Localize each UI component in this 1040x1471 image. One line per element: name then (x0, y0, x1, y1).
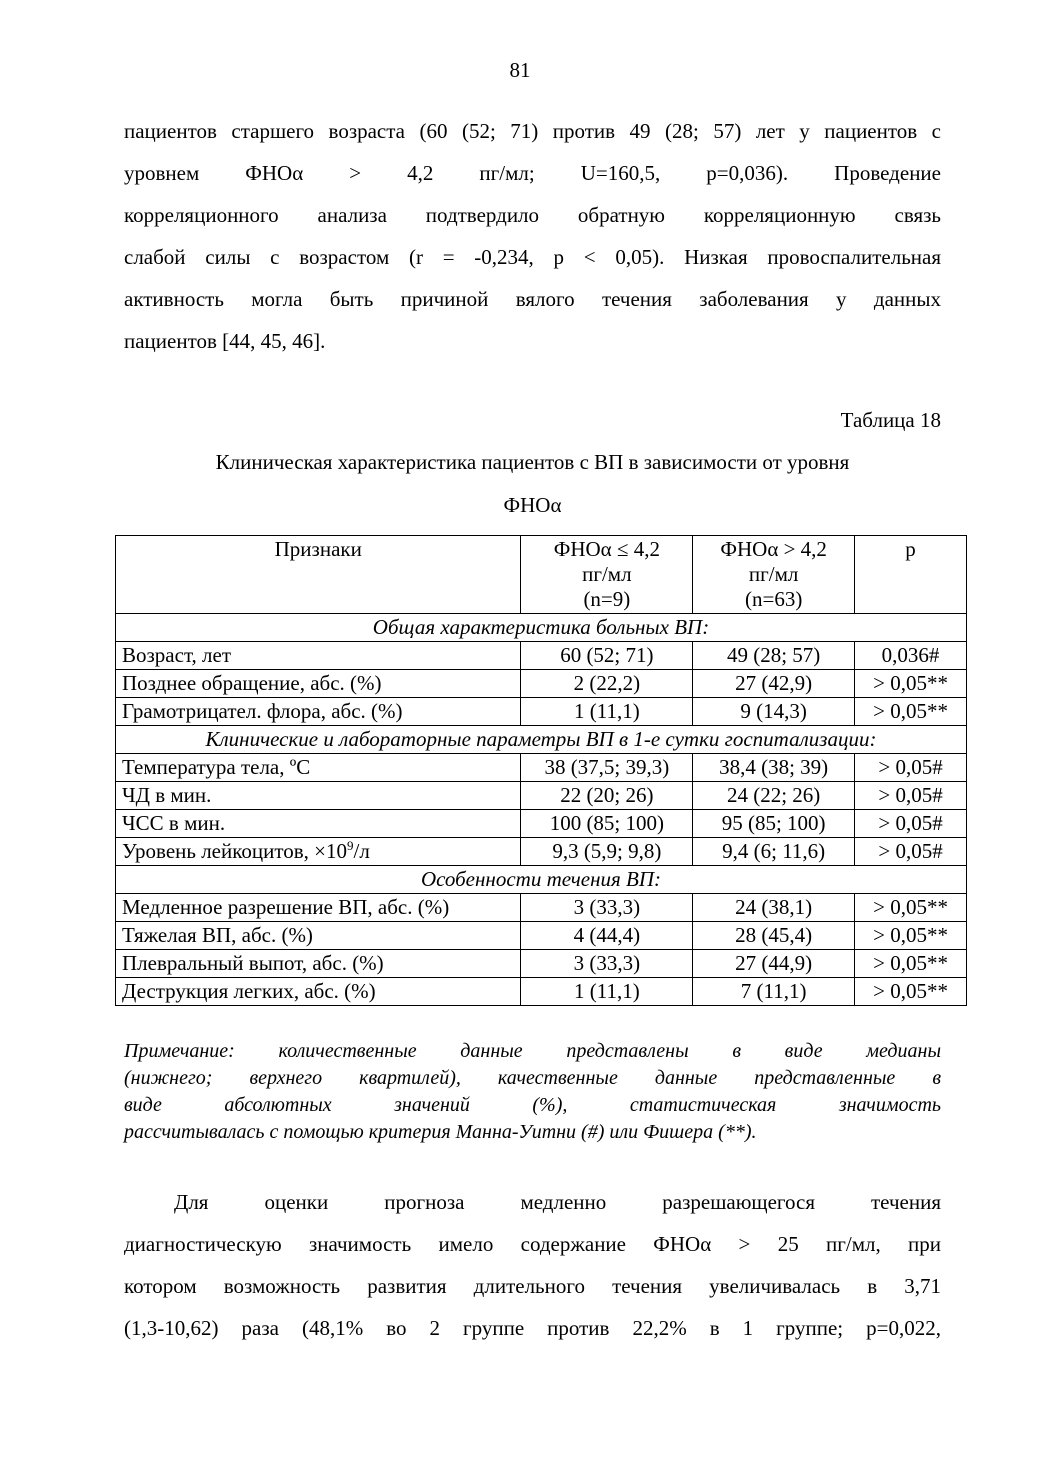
note-line: Примечание: количественные данные представлены в виде медианы (124, 1040, 941, 1062)
cell-group-high: 27 (42,9) (693, 670, 855, 698)
section-row (116, 726, 967, 754)
outro-paragraph (124, 1181, 941, 1349)
header-group-low: ФНОα ≤ 4,2 пг/мл (n=9) (521, 536, 693, 614)
row-label: ЧСС в мин. (116, 810, 521, 838)
table-row (116, 754, 967, 782)
table-row (116, 894, 967, 922)
row-label: ЧД в мин. (116, 782, 521, 810)
section-row (116, 614, 967, 642)
row-label: Уровень лейкоцитов, $\times 10^9/л$ (116, 838, 521, 866)
section-title: Особенности течения ВП: (116, 866, 967, 894)
section-title: Общая характеристика больных ВП: (116, 614, 967, 642)
row-label: Возраст, лет (116, 642, 521, 670)
table-row (116, 950, 967, 978)
text-line: слабой силы с возрастом (r = -0,234, p < 0,05). Низкая провоспалительная (124, 245, 941, 269)
table-row (116, 698, 967, 726)
table-row (116, 838, 967, 866)
text-line: корреляционного анализа подтвердило обратную корреляционную связь (124, 203, 941, 227)
cell-group-high: 28 (45,4) (693, 922, 855, 950)
cell-group-low: 3 (33,3) (521, 950, 693, 978)
note-line: (нижнего; верхнего квартилей), качественные данные представленные в (124, 1067, 941, 1089)
cell-p-value: 0,036# (855, 642, 967, 670)
row-label: Плевральный выпот, абс. (%) (116, 950, 521, 978)
table-row (116, 922, 967, 950)
cell-group-high: 27 (44,9) (693, 950, 855, 978)
cell-p-value: > 0,05# (855, 782, 967, 810)
cell-group-low: 4 (44,4) (521, 922, 693, 950)
row-label: Позднее обращение, абс. (%) (116, 670, 521, 698)
cell-group-low: 38 (37,5; 39,3) (521, 754, 693, 782)
header-group-high: ФНОα > 4,2 пг/мл (n=63) (693, 536, 855, 614)
row-label: Грамотрицател. флора, абс. (%) (116, 698, 521, 726)
table-row (116, 782, 967, 810)
cell-group-low: 22 (20; 26) (521, 782, 693, 810)
section-row (116, 866, 967, 894)
text-line: диагностическую значимость имело содержание ФНОα > 25 пг/мл, при (124, 1232, 941, 1256)
cell-p-value: > 0,05** (855, 894, 967, 922)
intro-paragraph (124, 110, 941, 362)
clinical-characteristics-table (115, 535, 967, 1006)
cell-group-high: 49 (28; 57) (693, 642, 855, 670)
cell-group-high: 9 (14,3) (693, 698, 855, 726)
table-row (116, 978, 967, 1006)
header-p: p (855, 536, 967, 614)
table-header-row (116, 536, 967, 614)
table-row (116, 670, 967, 698)
table-row (116, 642, 967, 670)
cell-group-low: 60 (52; 71) (521, 642, 693, 670)
cell-p-value: > 0,05** (855, 950, 967, 978)
text-line: пациентов [44, 45, 46]. (124, 329, 326, 353)
row-label: Деструкция легких, абс. (%) (116, 978, 521, 1006)
table-row (116, 810, 967, 838)
cell-p-value: > 0,05# (855, 810, 967, 838)
table-title-continued: ФНОα (503, 493, 562, 517)
cell-group-low: 2 (22,2) (521, 670, 693, 698)
cell-group-low: 1 (11,1) (521, 698, 693, 726)
row-label: Температура тела, ºС (116, 754, 521, 782)
table-label: Таблица 18 (840, 408, 941, 432)
cell-group-high: 95 (85; 100) (693, 810, 855, 838)
text-line: уровнем ФНОα > 4,2 пг/мл; U=160,5, p=0,036). Проведение (124, 161, 941, 185)
text-line: активность могла быть причиной вялого течения заболевания у данных (124, 287, 941, 311)
cell-group-low: 3 (33,3) (521, 894, 693, 922)
text-line: (1,3-10,62) раза (48,1% во 2 группе против 22,2% в 1 группе; p=0,022, (124, 1316, 941, 1340)
section-title: Клинические и лабораторные параметры ВП в 1-е сутки госпитализации: (116, 726, 967, 754)
cell-group-high: 24 (22; 26) (693, 782, 855, 810)
note-line: рассчитывалась с помощью критерия Манна-Уитни (#) или Фишера (**). (124, 1121, 757, 1143)
cell-group-low: 1 (11,1) (521, 978, 693, 1006)
cell-p-value: > 0,05** (855, 978, 967, 1006)
text-line: пациентов старшего возраста (60 (52; 71) против 49 (28; 57) лет у пациентов с (124, 119, 941, 143)
cell-group-high: 24 (38,1) (693, 894, 855, 922)
cell-group-high: 38,4 (38; 39) (693, 754, 855, 782)
cell-group-low: 100 (85; 100) (521, 810, 693, 838)
row-label: Медленное разрешение ВП, абс. (%) (116, 894, 521, 922)
cell-p-value: > 0,05** (855, 922, 967, 950)
text-line: котором возможность развития длительного течения увеличивалась в 3,71 (124, 1274, 941, 1298)
page-number: 81 (509, 58, 531, 82)
cell-p-value: > 0,05** (855, 670, 967, 698)
table-note (124, 1038, 941, 1146)
note-line: виде абсолютных значений (%), статистическая значимость (124, 1094, 941, 1116)
cell-group-high: 7 (11,1) (693, 978, 855, 1006)
text-line: Для оценки прогноза медленно разрешающегося течения (174, 1190, 941, 1214)
table-title: Клиническая характеристика пациентов с ВП в зависимости от уровня (215, 450, 850, 474)
header-feature: Признаки (116, 536, 521, 614)
cell-group-low: 9,3 (5,9; 9,8) (521, 838, 693, 866)
cell-p-value: > 0,05# (855, 754, 967, 782)
cell-group-high: 9,4 (6; 11,6) (693, 838, 855, 866)
cell-p-value: > 0,05# (855, 838, 967, 866)
row-label: Тяжелая ВП, абс. (%) (116, 922, 521, 950)
cell-p-value: > 0,05** (855, 698, 967, 726)
